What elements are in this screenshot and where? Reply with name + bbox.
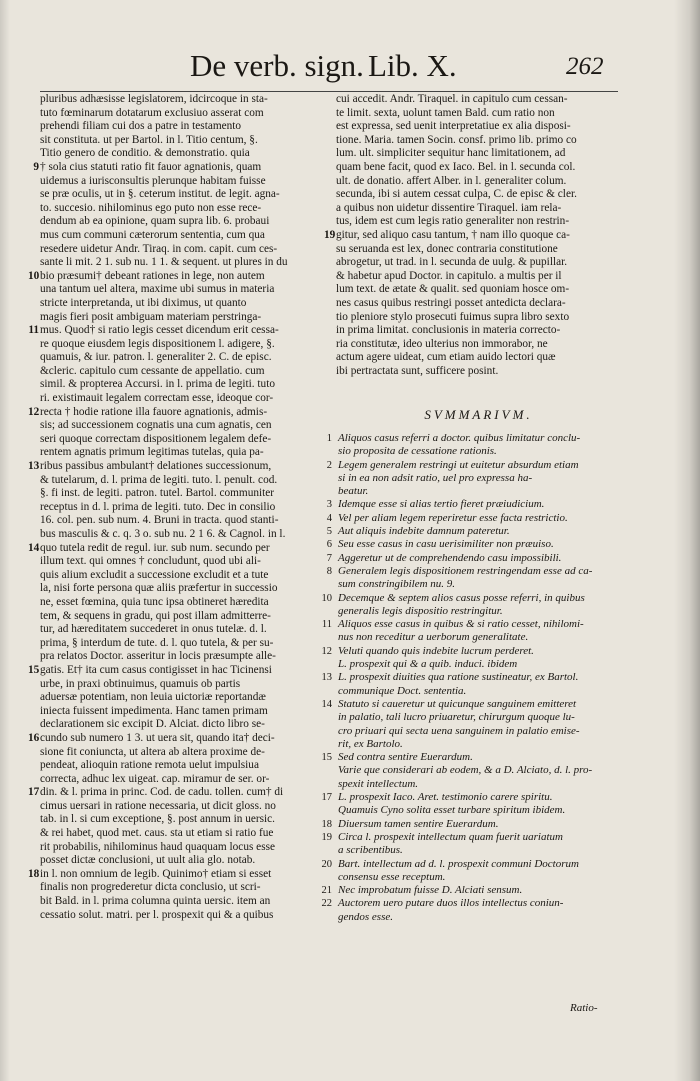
text-line: [336, 311, 621, 325]
summary-item: [310, 831, 625, 858]
line-text: cundo sub numero 1 3. ut uera sit, quando ita† deci-: [40, 731, 275, 744]
line-text: to. succesio. nihilominus ego puto non esse rece-: [40, 201, 262, 214]
line-text: a quibus non uidetur dissentire Tiraquel. iam rela-: [336, 201, 562, 214]
text-line: [28, 663, 330, 678]
text-line: [28, 786, 330, 800]
text-line: [28, 405, 330, 420]
text-line: [336, 283, 621, 297]
summary-item-number: 12: [321, 645, 332, 657]
text-line: [40, 378, 330, 392]
text-line: [40, 175, 330, 189]
line-text: gitur, sed aliquo casu tantum, † nam illo quoque ca-: [336, 228, 570, 241]
page-number: 262: [566, 53, 604, 80]
line-text: † sola cius statuti ratio fit fauor agnationis, quam: [40, 160, 262, 173]
summary-item-line: Sed contra sentire Euerardum.: [338, 751, 473, 764]
text-line: [28, 460, 330, 474]
line-text: & habetur apud Doctor. in capitulo. a multis per il: [336, 269, 562, 282]
margin-note-number: 11: [28, 324, 39, 337]
margin-note-number: 18: [28, 867, 40, 880]
summary-item-number: 3: [326, 499, 332, 511]
line-text: quis alium excludit a successione excludit et a tute: [40, 568, 269, 581]
text-line: [336, 297, 621, 311]
line-text: actum agere uideat, cum etiam auido lectori quæ: [336, 351, 556, 364]
summary-item-number: 22: [321, 898, 332, 910]
summary-item-line: Quamuis Cyno solita esset turbare spiritum ibidem.: [338, 804, 566, 817]
summary-item-line: rit, ex Bartolo.: [338, 737, 403, 750]
summary-item-line: gendos esse.: [338, 910, 393, 923]
line-text: secunda, ibi si autem cessat culpa, C. de episc & cler.: [336, 188, 577, 201]
text-line: [40, 392, 330, 406]
summary-item: [310, 658, 625, 671]
line-text: lum. ult. simpliciter sequitur hanc limitationem, ad: [336, 147, 566, 160]
text-line: [40, 718, 330, 732]
margin-note-number: 19: [324, 228, 336, 241]
line-text: tem, & sequens in gradu, qui post illam admitterre-: [40, 609, 271, 622]
summary-item-line: Auctorem uero putare duos illos intellectus coniun-: [338, 897, 564, 910]
line-text: din. & l. prima in princ. Cod. de cadu. tollen. cum† di: [40, 786, 284, 799]
summary-item-line: Statuto si caueretur ut quicunque sanguinem emitteret: [338, 697, 577, 710]
summary-item-number: 14: [321, 698, 332, 710]
text-line: [40, 746, 330, 760]
summary-item: [310, 592, 625, 619]
line-text: cui accedit. Andr. Tiraquel. in capitulo cum cessan-: [336, 93, 568, 105]
summary-item-line: nus non receditur a uerborum generalitate.: [338, 631, 529, 644]
line-text: magis fieri posit ambiguam materiam perstringa-: [40, 310, 262, 323]
line-text: gatis. Et† ita cum casus contigisset in hac Ticinensi: [40, 663, 272, 676]
line-text: ne, esset fœmina, quia tunc ipsa obtineret hæredita: [40, 595, 269, 608]
text-line: [336, 188, 621, 202]
summary-item-line: Aggeretur ut de comprehendendo casu impossibili.: [338, 551, 562, 564]
line-text: ri. existimauit legalem correctam esse, ideoque cor-: [40, 392, 274, 405]
text-line: [40, 881, 330, 895]
summary-item: [310, 804, 625, 817]
line-text: seri quoque correctam dispositionem legalem defe-: [40, 432, 272, 445]
line-text: quo tutela redit de regul. iur. sub num. secundo per: [40, 541, 270, 554]
margin-note-number: 17: [28, 786, 40, 799]
line-text: rit probabilis, nihilominus haud quaquam locus esse: [40, 840, 276, 853]
summary-item: [310, 552, 625, 565]
text-line: [40, 854, 330, 868]
margin-note-number: 12: [28, 405, 40, 418]
line-text: sit constituta. ut per Bartol. in l. Titio centum, §.: [40, 133, 258, 146]
text-line: [28, 731, 330, 746]
line-text: pendeat, alioquin ratione remota uelut impulsiua: [40, 759, 259, 772]
summary-item-line: Aut aliquis indebite damnum pateretur.: [338, 525, 510, 538]
text-line: [40, 147, 330, 161]
line-text: rentem agnatis primum legitimas tutelas, quia pa-: [40, 446, 264, 459]
line-text: lum text. de ætate & qualit. sed quoniam hosce om-: [336, 283, 570, 296]
summary-item: [310, 671, 625, 698]
line-text: resedere uidetur Andr. Tiraq. in com. capit. cum ces-: [40, 242, 278, 255]
summary-item-number: 7: [326, 552, 332, 564]
summary-item-line: Bart. intellectum ad d. l. prospexit communi Doctorum: [338, 857, 579, 870]
summary-item: [310, 858, 625, 885]
line-text: te limit. sexta, uolunt tamen Bald. cum ratio non: [336, 106, 555, 119]
margin-note-number: 9: [33, 160, 39, 173]
line-text: uidemus a iurisconsultis plerunque habitam fuisse: [40, 174, 266, 187]
summary-item: [310, 565, 625, 592]
text-line: [28, 324, 330, 338]
line-text: sante li mit. 2 1. sub nu. 1 1. & sequent. ut plures in du: [40, 256, 288, 269]
summary-item-line: cro priuari qui secta uena sanguinem in palatio emise-: [338, 724, 580, 737]
gutter-shadow: [0, 0, 10, 1081]
line-text: receptus in d. l. prima de legiti. tuto. Dec in consilio: [40, 500, 276, 513]
summary-item-line: Vel per aliam legem reperiretur esse facta restrictio.: [338, 511, 568, 524]
summary-item-number: 19: [321, 831, 332, 843]
summary-item-line: Nec improbatum fuisse D. Alciati sensum.: [338, 884, 523, 897]
line-text: una tantum uel altera, maxime ubi sumus in materia: [40, 283, 275, 296]
margin-note-number: 13: [28, 460, 40, 473]
margin-note-number: 15: [28, 663, 40, 676]
line-text: pluribus adhæsisse legislatorem, idcircoque in sta-: [40, 93, 268, 105]
summary-item-line: Varie que considerari ab eodem, & a D. Alciato, d. l. pro-: [338, 764, 593, 777]
line-text: &cleric. capitulo cum cessante de appellatio. cum: [40, 364, 265, 377]
catchword: Ratio-: [570, 1002, 598, 1014]
text-line: [40, 705, 330, 719]
summary-item-number: 1: [326, 433, 332, 444]
summary-item-line: Aliquos esse casus in quibus & si ratio cesset, nihilomi-: [338, 618, 584, 631]
summary-item-number: 20: [321, 858, 332, 870]
summary-item-line: L. prospexit qui & a quib. induci. ibidem: [338, 658, 518, 671]
summary-item: [310, 525, 625, 538]
line-text: recta † hodie ratione illa fauore agnationis, admis-: [40, 405, 268, 418]
text-line: [40, 487, 330, 501]
summary-item-line: Generalem legis dispositionem restringendam esse ad ca-: [338, 564, 593, 577]
line-text: re quoque eiusdem legis dispositionem l. adigere, §.: [40, 337, 275, 350]
text-line: [40, 555, 330, 569]
line-text: mus. Quod† si ratio legis cesset dicendum erit cessa-: [40, 324, 279, 337]
summary-item-line: spexit intellectum.: [338, 777, 419, 790]
right-column: [324, 93, 621, 378]
summary-item-number: 17: [321, 792, 332, 804]
text-line: [336, 134, 621, 148]
line-text: §. fi inst. de legiti. patron. tutel. Bartol. communiter: [40, 487, 275, 500]
text-line: [40, 256, 330, 270]
text-line: [324, 228, 621, 243]
line-text: se præ oculis, ut in §. ceterum institut. de legit. agna-: [40, 188, 280, 201]
summary-item-number: 15: [321, 752, 332, 764]
summary-item: [310, 645, 625, 658]
text-line: [336, 161, 621, 175]
text-line: [336, 243, 621, 257]
line-text: aduersæ potentiam, non leuia uictoriæ reportandæ: [40, 691, 266, 704]
margin-note-number: 14: [28, 541, 40, 554]
text-line: [28, 867, 330, 882]
line-text: su seruanda est lex, donec contraria constitutione: [336, 242, 558, 255]
text-line: [40, 678, 330, 692]
text-line: [40, 120, 330, 134]
left-column: [28, 93, 330, 922]
text-line: [40, 93, 330, 107]
line-text: mus cum communi cæterorum sententia, cum qua: [40, 228, 265, 241]
line-text: tio pleniore stylo prosecuti fuimus supra libro sexto: [336, 310, 570, 323]
line-text: nes casus quibus restringi posset antedicta declara-: [336, 296, 566, 309]
summary-item-number: 10: [321, 592, 332, 604]
summary-title: SVMMARIVM.: [424, 407, 533, 422]
text-line: [40, 283, 330, 297]
line-text: stricte interpretanda, ut ibi diximus, ut quanto: [40, 296, 247, 309]
summary-item-number: 2: [326, 459, 332, 471]
line-text: in prima limitat. conclusionis in materia correcto-: [336, 324, 561, 337]
line-text: ribus passibus ambulant† delationes successionum,: [40, 460, 272, 473]
line-text: tus, idem est cum legis ratio generaliter non restrin-: [336, 215, 570, 228]
text-line: [40, 365, 330, 379]
summary-item-line: Legem generalem restringi ut euitetur absurdum etiam: [338, 458, 579, 471]
text-line: [40, 134, 330, 148]
text-line: [40, 433, 330, 447]
line-text: in l. non omnium de legib. Quinimo† etiam si esset: [40, 867, 272, 880]
line-text: simil. & propterea Accursi. in l. prima de legiti. tuto: [40, 378, 275, 391]
text-line: [40, 569, 330, 583]
summary-item-number: 21: [321, 885, 332, 897]
line-text: tione. Maria. tamen Socin. consf. primo lib. primo co: [336, 133, 577, 146]
summary-item-line: a scribentibus.: [338, 844, 403, 857]
summary-item-number: 11: [321, 619, 332, 631]
line-text: bus masculis & c. q. 3 o. sub nu. 2 1 6. & Cagnol. in l.: [40, 528, 286, 540]
line-text: tab. in l. si cum exceptione, §. post annum in uersic.: [40, 813, 275, 826]
text-line: [40, 501, 330, 515]
summary-item-number: 6: [326, 539, 332, 551]
line-text: la, nisi forte persona quæ aliis præfertur in successio: [40, 582, 278, 595]
text-line: [336, 270, 621, 284]
header-book: Lib. X.: [368, 48, 457, 83]
running-header: [190, 46, 610, 86]
text-line: [40, 243, 330, 257]
line-text: cessatio solut. matri. per l. prospexit qui & a quibus: [40, 908, 274, 921]
text-line: [40, 297, 330, 311]
text-line: [40, 813, 330, 827]
line-text: quamuis, & iur. patron. l. generaliter 2. C. de episc.: [40, 351, 272, 364]
summary-list: [310, 432, 625, 924]
line-text: posset dictæ conclusioni, ut uult alia glo. notab.: [40, 854, 256, 867]
text-line: [40, 610, 330, 624]
text-line: [40, 311, 330, 325]
summary-item-line: sio proposita de cessatione rationis.: [338, 445, 497, 458]
text-line: [336, 351, 621, 365]
text-line: [40, 229, 330, 243]
header-rule: [40, 91, 618, 92]
text-line: [336, 338, 621, 352]
summary-item: [310, 498, 625, 511]
text-line: [33, 160, 330, 175]
text-line: [40, 446, 330, 460]
line-text: ria constitutæ, ideo ulterius non immorabor, ne: [336, 337, 548, 350]
summary-item-number: 8: [326, 565, 332, 577]
line-text: prehendi filiam cui dos a patre in testamento: [40, 120, 242, 133]
line-text: iniecta fuissent impedimenta. Hanc tamen primam: [40, 704, 268, 717]
summary-item-line: Veluti quando quis indebite lucrum perderet.: [338, 644, 534, 657]
summary-item-line: Idemque esse si alias tertio fieret præiudicium.: [338, 498, 545, 511]
summary-item: [310, 618, 625, 645]
summary-item: [310, 432, 625, 459]
summary-item: [310, 698, 625, 751]
line-text: sis; ad successionem cognatis una cum agnatis, cen: [40, 419, 272, 432]
summary-item-line: si in ea non adsit ratio, uel pro expressa ha-: [338, 471, 533, 484]
line-text: bit Bald. in l. prima columna quinta uersic. item an: [40, 895, 271, 908]
text-line: [40, 528, 330, 542]
summary-item-line: L. prospexit Iaco. Aret. testimonio carere spiritu.: [338, 791, 553, 804]
line-text: & tutelarum, d. l. prima de legiti. tuto. l. penult. cod.: [40, 473, 278, 486]
text-line: [40, 338, 330, 352]
text-line: [40, 107, 330, 121]
text-line: [336, 175, 621, 189]
summary-item-number: 18: [321, 818, 332, 830]
text-line: [336, 202, 621, 216]
line-text: declarationem sic excipit D. Alciat. dicto libro se-: [40, 718, 265, 731]
text-line: [40, 351, 330, 365]
line-text: cimus uersari in ratione necessaria, ut dicit gloss. no: [40, 799, 276, 812]
line-text: urbe, in praxi obtinuimus, quamuis ob partis: [40, 677, 241, 690]
text-line: [40, 800, 330, 814]
text-line: [336, 93, 621, 107]
summary-item: [310, 751, 625, 764]
summary-item: [310, 459, 625, 499]
summary-item-line: generalis legis dispositio restringitur.: [338, 604, 503, 617]
text-line: [40, 474, 330, 488]
summary-item: [310, 818, 625, 831]
line-text: & rei habet, quod met. caus. sta ut etiam si ratio fue: [40, 827, 274, 840]
line-text: 16. col. pen. sub num. 4. Bruni in tracta. quod stanti-: [40, 514, 279, 527]
summary-item-line: Seu esse casus in casu uerisimiliter non præuiso.: [338, 538, 554, 551]
text-line: [40, 202, 330, 216]
text-line: [28, 269, 330, 284]
line-text: tur, ad hæreditatem succederet in onus tutelæ. d. l.: [40, 623, 267, 636]
summary-item: [310, 512, 625, 525]
summary-item-line: Diuersum tamen sentire Euerardum.: [338, 817, 499, 830]
margin-note-number: 10: [28, 269, 40, 282]
summary-item-line: in palatio, tali lucro priuaretur, chirurgum quoque lu-: [338, 711, 575, 724]
line-text: Titio genero de conditio. & demonstratio. quia: [40, 147, 250, 160]
summary-item: [310, 791, 625, 804]
margin-note-number: 16: [28, 731, 40, 744]
text-line: [28, 541, 330, 556]
text-line: [40, 895, 330, 909]
text-line: [40, 188, 330, 202]
summary-item-line: consensu esse receptum.: [338, 870, 446, 883]
text-line: [40, 419, 330, 433]
text-line: [336, 147, 621, 161]
text-line: [40, 637, 330, 651]
line-text: bio præsumi† debeant rationes in lege, non autem: [40, 269, 265, 282]
text-line: [40, 827, 330, 841]
summary-item-number: 5: [326, 526, 332, 538]
summary-item: [310, 884, 625, 897]
text-line: [40, 841, 330, 855]
page-edge-shadow: [674, 0, 700, 1081]
summary-item: [310, 897, 625, 924]
text-line: [336, 120, 621, 134]
summary-item: [310, 538, 625, 551]
text-line: [40, 596, 330, 610]
summary-item-number: 13: [321, 672, 332, 684]
line-text: illum text. qui omnes † concludunt, quod ubi ali-: [40, 555, 261, 568]
header-title: De verb. sign.: [190, 48, 364, 83]
line-text: correcta, adhuc lex uigeat. cap. miramur de ser. or-: [40, 772, 270, 785]
line-text: tuto fœminarum dotatarum exclusiuo asserat com: [40, 106, 264, 119]
summary-item-line: Circa l. prospexit intellectum quam fuerit uariatum: [338, 830, 563, 843]
text-line: [40, 623, 330, 637]
line-text: pra relatos Doctor. asseritur in locis præsumpte alle-: [40, 650, 276, 663]
line-text: dendum ab ea opinione, quam supra lib. 6. probaui: [40, 215, 270, 228]
summary-item: [310, 764, 625, 791]
line-text: ibi pertractata sunt, sufficere posint.: [336, 364, 499, 377]
text-line: [40, 773, 330, 787]
line-text: abrogetur, ut trad. in l. secunda de uulg. & pupillar.: [336, 256, 568, 269]
summary-item-line: L. prospexit diuities qua ratione sustineatur, ex Bartol.: [338, 671, 579, 684]
line-text: sione fit coniuncta, ut altera ab altera proxime de-: [40, 745, 265, 758]
text-line: [336, 256, 621, 270]
summary-item-number: 4: [326, 512, 332, 524]
line-text: prima, § interdum de tute. d. l. quo tutela, & per su-: [40, 636, 274, 649]
text-line: [40, 909, 330, 923]
line-text: est expressa, sed uenit interpretatiue ex alia disposi-: [336, 120, 571, 133]
text-line: [40, 514, 330, 528]
line-text: finalis non progrederetur dicta conclusio, ut scri-: [40, 881, 261, 894]
line-text: ult. de donatio. affert Alber. in l. generaliter colum.: [336, 174, 567, 187]
summary-item-line: Aliquos casus referri a doctor. quibus limitatur conclu-: [338, 432, 581, 444]
text-line: [336, 365, 621, 379]
summary-item-line: communique Doct. sententia.: [338, 684, 467, 697]
summary-item-line: Decemque & septem alios casus posse referri, in quibus: [338, 591, 585, 604]
text-line: [40, 582, 330, 596]
text-line: [40, 215, 330, 229]
summary-item-line: sum constringibilem nu. 9.: [338, 578, 456, 591]
text-line: [40, 691, 330, 705]
line-text: quam bene facit, quod ex Iaco. Bel. in l. secunda col.: [336, 160, 576, 173]
text-line: [336, 324, 621, 338]
text-line: [40, 759, 330, 773]
text-line: [336, 107, 621, 121]
text-line: [40, 650, 330, 664]
text-line: [336, 215, 621, 229]
summary-item-line: beatur.: [338, 485, 369, 498]
